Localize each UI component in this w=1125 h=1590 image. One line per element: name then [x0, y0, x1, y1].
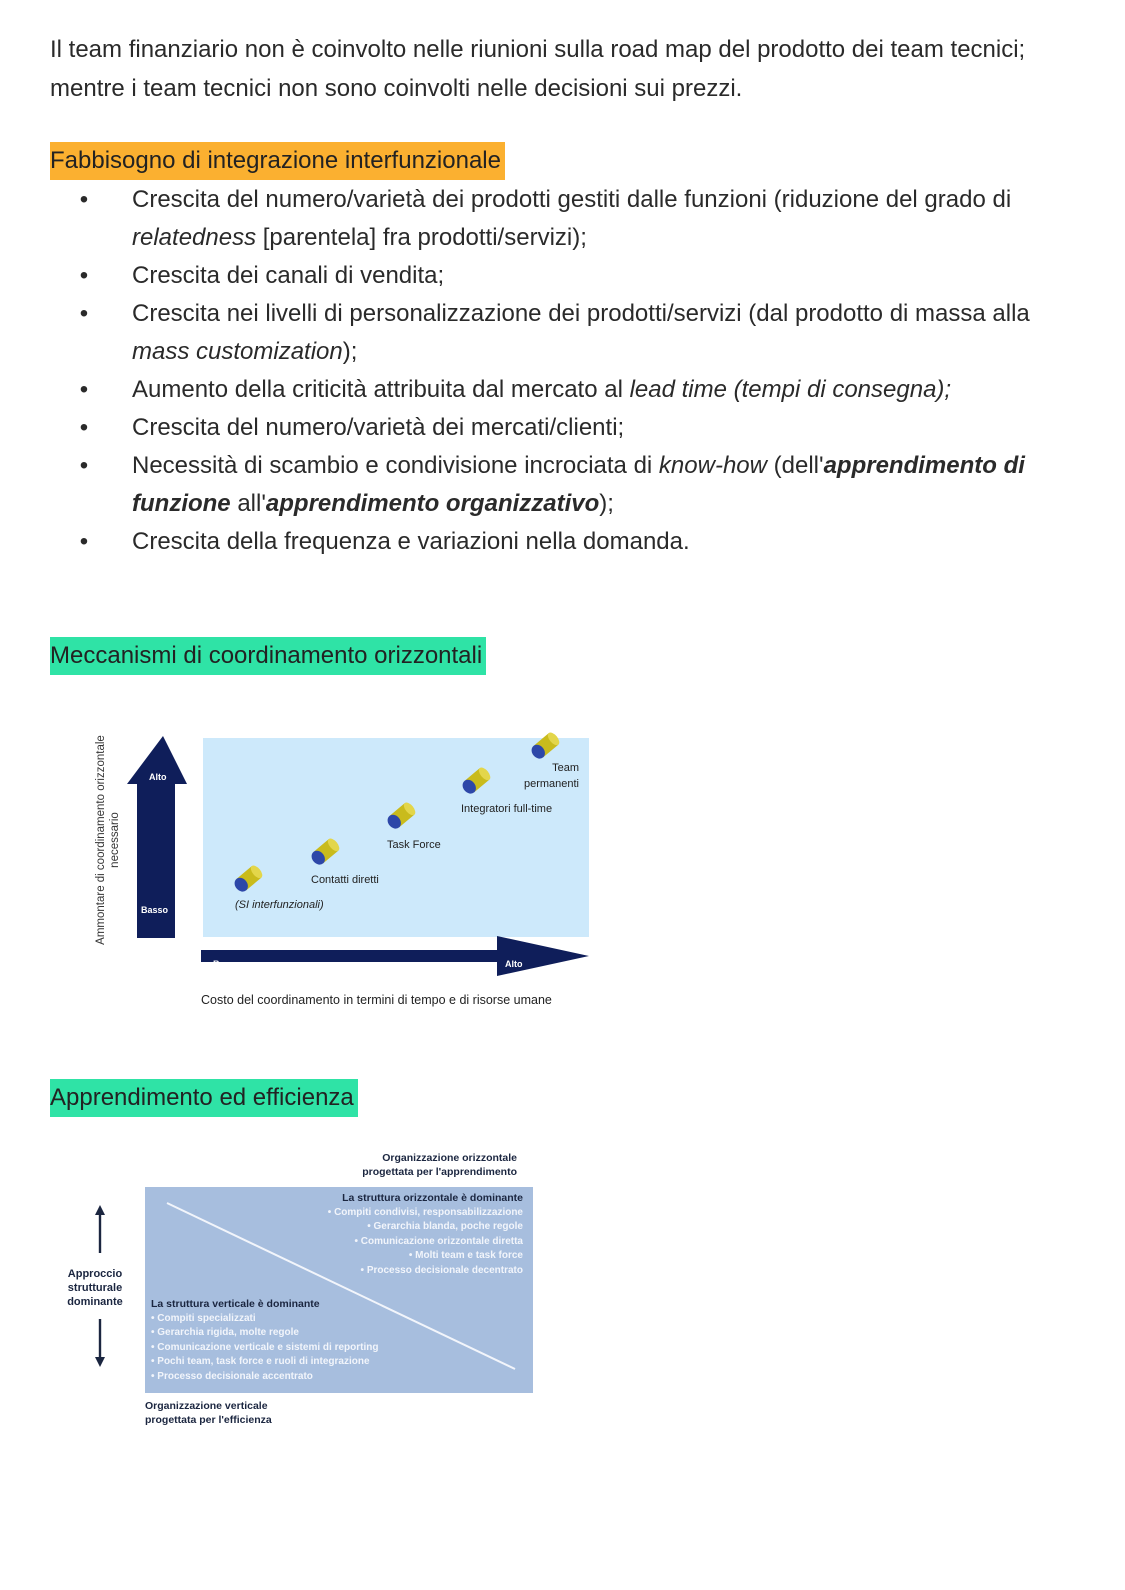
arrow-down-icon [93, 1317, 107, 1367]
top-caption: Organizzazione orizzontale progettata per l'apprendimento [362, 1152, 517, 1178]
cylinder-icon [461, 765, 495, 795]
list-item: • Gerarchia blanda, poche regole [367, 1221, 523, 1233]
horizontal-arrow [201, 936, 593, 976]
cylinder-icon [310, 836, 344, 866]
list-item: • Comunicazione verticale e sistemi di reporting [151, 1341, 379, 1353]
list-item: • Crescita del numero/varietà dei prodotti gestiti dalle funzioni (riduzione del grado di relatedness [parentela] fra prodotti/servizi); [70, 181, 1080, 257]
coordination-diagram [55, 690, 635, 1030]
cylinder-icon [386, 800, 420, 830]
diagram-panel [145, 1187, 533, 1393]
bullet-icon: • [79, 376, 89, 403]
list-item: • Crescita del numero/varietà dei mercati/clienti; [70, 409, 1080, 447]
list-item: • Compiti condivisi, responsabilizzazione [327, 1206, 523, 1218]
list-item: • Molti team e task force [408, 1250, 523, 1262]
list-item: • Processo decisionale accentrato [151, 1370, 313, 1382]
x-high-label: Alto [505, 959, 523, 969]
point-label: Integratori full-time [461, 803, 553, 815]
point-label: Contatti diretti [311, 874, 379, 886]
list-item: • Comunicazione orizzontale diretta [354, 1235, 523, 1247]
list-item: • Pochi team, task force e ruoli di integrazione [151, 1356, 370, 1368]
heading-learning-efficiency: Apprendimento ed efficienza [50, 1079, 358, 1117]
arrow-up-icon [93, 1205, 107, 1255]
y-high-label: Alto [149, 772, 167, 782]
learning-efficiency-diagram [55, 1145, 555, 1445]
point-label: Team permanenti [523, 762, 579, 790]
bullet-icon: • [79, 186, 89, 213]
list-item: • Processo decisionale decentrato [360, 1264, 523, 1276]
list-item: • Crescita della frequenza e variazioni nella domanda. [70, 523, 1080, 561]
y-low-label: Basso [141, 905, 169, 915]
list-item: • Crescita nei livelli di personalizzazione dei prodotti/servizi (dal prodotto di massa alla mass customization); [70, 295, 1080, 371]
bullet-icon: • [79, 414, 89, 441]
x-low-label: Basso [213, 959, 241, 969]
list-item: • Necessità di scambio e condivisione incrociata di know-how (dell'apprendimento di funzione all'apprendimento organizzativo); [70, 447, 1080, 523]
bottom-caption: Organizzazione verticale progettata per l'efficienza [145, 1400, 272, 1426]
bullet-icon: • [79, 262, 89, 289]
y-axis-label: Ammontare di coordinamento orizzontale necessario [95, 735, 121, 945]
integration-need-list [70, 181, 1080, 561]
side-label: Approccio strutturale dominante [67, 1268, 123, 1308]
cylinder-icon [233, 863, 267, 893]
bullet-icon: • [79, 528, 89, 555]
list-item: • Crescita dei canali di vendita; [70, 257, 1080, 295]
list-item: • Aumento della criticità attribuita dal mercato al lead time (tempi di consegna); [70, 371, 1080, 409]
cylinder-icon [530, 730, 564, 760]
list-item: • Compiti specializzati [151, 1312, 256, 1324]
list-item: • Gerarchia rigida, molte regole [151, 1327, 299, 1339]
bullet-icon: • [79, 300, 89, 327]
point-label: Task Force [387, 839, 441, 851]
x-axis-caption: Costo del coordinamento in termini di tempo e di risorse umane [201, 993, 552, 1007]
horizontal-structure-list: La struttura orizzontale è dominante • Compiti condivisi, responsabilizzazione • Gerarchia blanda, poche regole • Comunicazione orizzontale diretta • Molti team e task force • Processo decisionale decentrato [328, 1191, 523, 1279]
vertical-structure-list: La struttura verticale è dominante • Compiti specializzati • Gerarchia rigida, molte regole • Comunicazione verticale e sistemi di reporting • Pochi team, task force e ruoli di integrazione • Processo decisionale accentrato [151, 1297, 378, 1385]
heading-coordination-mechanisms: Meccanismi di coordinamento orizzontali [50, 637, 486, 675]
heading-integration-need: Fabbisogno di integrazione interfunzionale [50, 142, 505, 180]
intro-paragraph: Il team finanziario non è coinvolto nelle riunioni sulla road map del prodotto dei team tecnici; mentre i team tecnici non sono coinvolti nelle decisioni sui prezzi. [50, 36, 1026, 102]
bullet-icon: • [79, 452, 89, 479]
point-label: (SI interfunzionali) [235, 899, 324, 911]
